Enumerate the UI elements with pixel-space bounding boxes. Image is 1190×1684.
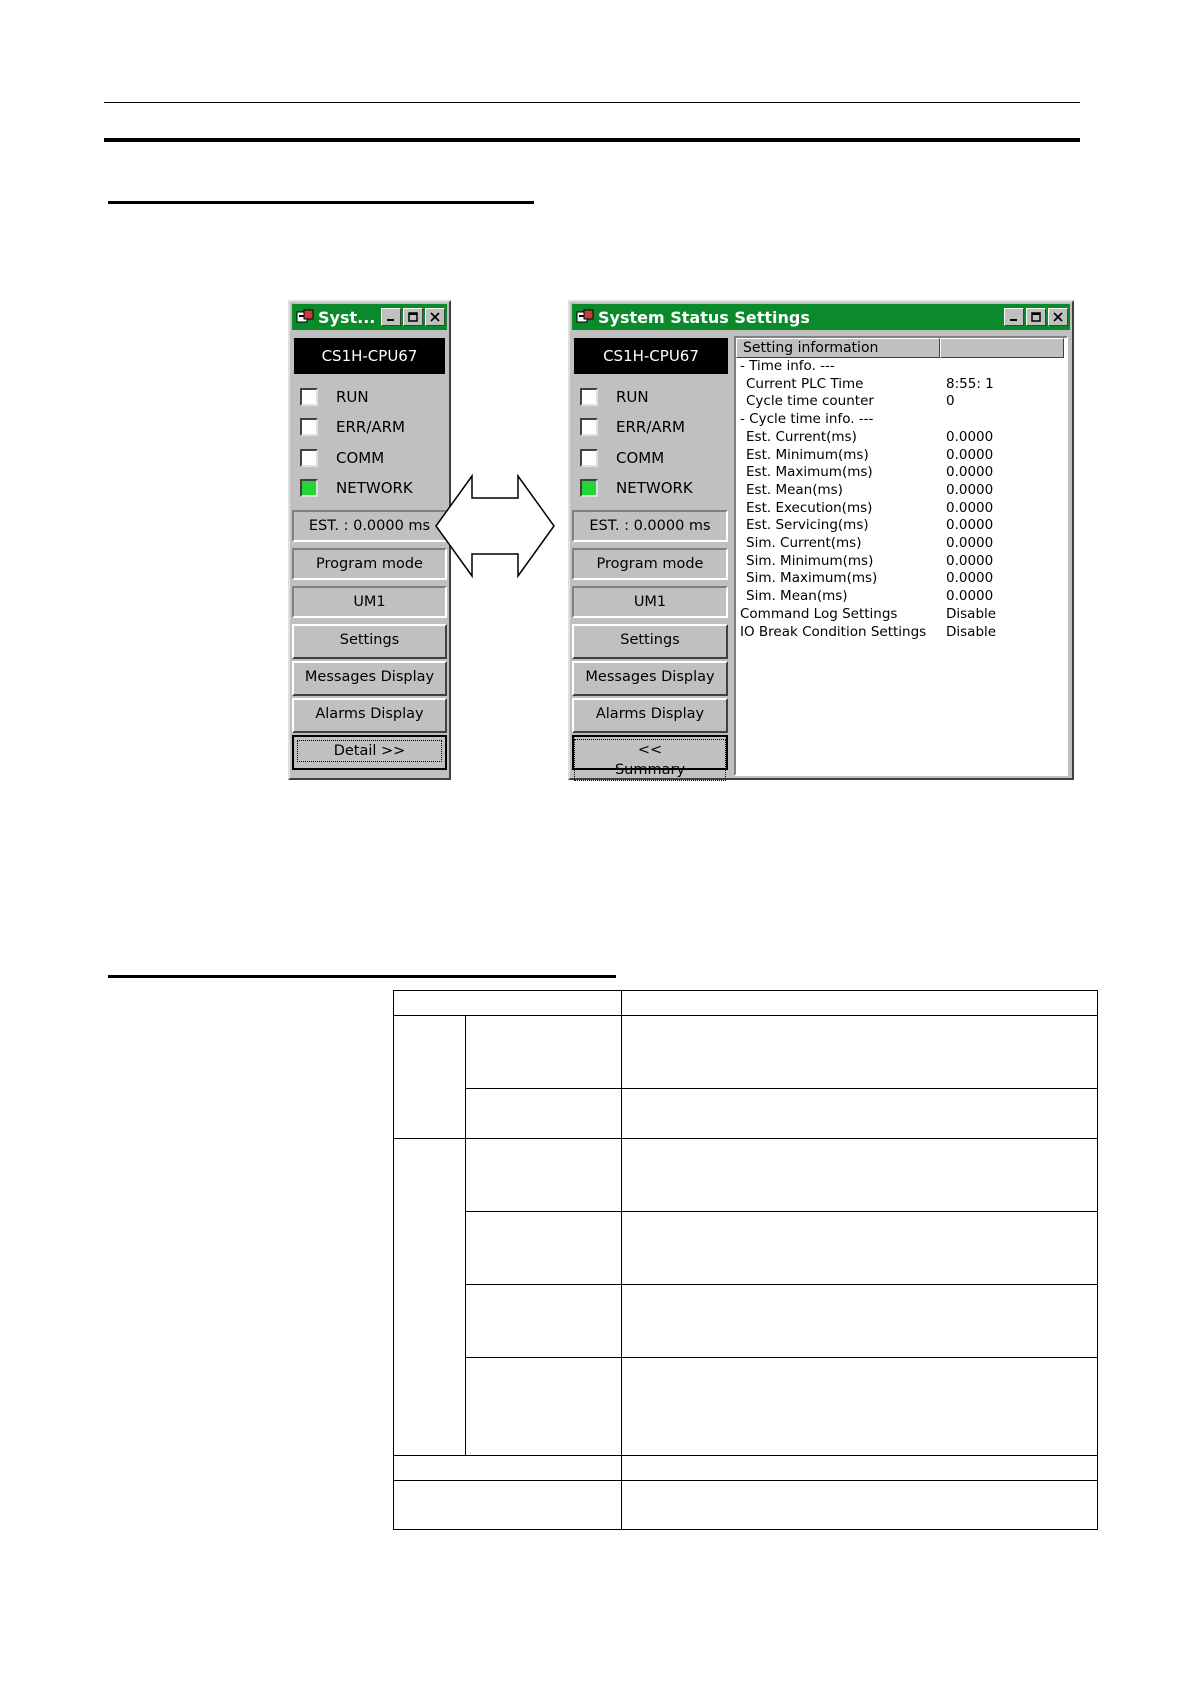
- list-item-value: Disable: [946, 605, 997, 622]
- header-rule-thin: [104, 102, 1080, 103]
- list-item[interactable]: [746, 428, 994, 445]
- setting-information-list[interactable]: [734, 336, 1068, 776]
- list-item-label: Est. Execution(ms): [746, 499, 873, 516]
- led-label: NETWORK: [336, 479, 413, 497]
- table-subrow-line: [465, 1357, 1098, 1358]
- network-indicator-icon: [580, 479, 598, 497]
- maximize-icon[interactable]: [1026, 308, 1046, 326]
- list-item-label: Est. Maximum(ms): [746, 464, 873, 481]
- system-status-window-summary: [288, 300, 451, 780]
- err-arm-indicator-icon: [580, 418, 598, 436]
- led-label: ERR/ARM: [616, 418, 686, 436]
- led-comm: [300, 445, 384, 471]
- table-row-line: [393, 1455, 1098, 1456]
- list-item[interactable]: [746, 535, 994, 551]
- table-row-line: [393, 1138, 1098, 1139]
- led-err-arm: [300, 414, 405, 440]
- list-item-value: 0.0000: [946, 481, 994, 498]
- list-item-label: Sim. Maximum(ms): [746, 570, 878, 587]
- led-label: NETWORK: [616, 479, 693, 497]
- double-arrow-icon: [434, 470, 556, 582]
- list-item-value: 0.0000: [946, 517, 994, 534]
- messages-display-button[interactable]: Messages Display: [572, 661, 728, 696]
- list-item[interactable]: [740, 623, 997, 640]
- list-item[interactable]: [746, 588, 994, 605]
- cpu-model-display: CS1H-CPU67: [574, 338, 728, 374]
- table-row-line: [393, 1015, 1098, 1016]
- list-item[interactable]: [746, 499, 994, 516]
- column-header-value[interactable]: [940, 338, 1064, 358]
- led-err-arm: [580, 414, 685, 440]
- list-item-label: Cycle time counter: [746, 393, 874, 410]
- list-item-value: 0.0000: [946, 446, 994, 463]
- list-item-value: 0.0000: [946, 499, 994, 516]
- list-item[interactable]: [740, 358, 835, 374]
- list-item[interactable]: [746, 464, 994, 481]
- list-item-value: 0.0000: [946, 428, 994, 445]
- led-label: RUN: [616, 388, 649, 406]
- list-item[interactable]: [746, 570, 994, 587]
- alarms-display-button[interactable]: Alarms Display: [572, 698, 728, 733]
- run-indicator-icon: [580, 388, 598, 406]
- window-title: System Status Settings: [598, 307, 810, 327]
- list-item-label: - Cycle time info. ---: [740, 411, 874, 428]
- table-border-top: [393, 990, 1098, 991]
- led-comm: [580, 445, 664, 471]
- table-subrow-line: [465, 1211, 1098, 1212]
- comm-indicator-icon: [580, 449, 598, 467]
- list-item-label: Sim. Minimum(ms): [746, 552, 874, 569]
- list-item[interactable]: [746, 481, 994, 498]
- title-bar[interactable]: [572, 304, 1070, 330]
- list-item-label: Est. Servicing(ms): [746, 517, 869, 534]
- cpu-model-display: CS1H-CPU67: [294, 338, 445, 374]
- detail-button[interactable]: [292, 735, 447, 770]
- list-item-value: 0.0000: [946, 588, 994, 605]
- led-network: [580, 475, 693, 501]
- detail-button-label: Detail >>: [297, 740, 443, 762]
- list-item[interactable]: [740, 605, 997, 622]
- list-item-value: 8:55: 1: [946, 375, 994, 392]
- table-border-right: [1097, 990, 1098, 1530]
- list-item[interactable]: [746, 517, 994, 534]
- operating-mode: Program mode: [572, 548, 728, 580]
- system-status-window-detail: [568, 300, 1074, 780]
- list-item-label: Sim. Mean(ms): [746, 588, 848, 605]
- table-row-line: [393, 1480, 1098, 1481]
- list-item-value: 0.0000: [946, 570, 994, 587]
- alarms-display-button[interactable]: Alarms Display: [292, 698, 447, 733]
- section-underline-1: [108, 201, 534, 204]
- plc-app-icon: [576, 309, 594, 325]
- list-item[interactable]: [746, 393, 955, 410]
- list-item[interactable]: [746, 446, 994, 463]
- memory-area: UM1: [572, 586, 728, 618]
- table-col-divider: [621, 990, 622, 1530]
- title-bar[interactable]: [292, 304, 447, 330]
- minimize-icon[interactable]: [1004, 308, 1024, 326]
- list-item[interactable]: [746, 375, 994, 392]
- summary-button[interactable]: [572, 735, 728, 778]
- err-arm-indicator-icon: [300, 418, 318, 436]
- section-underline-2: [108, 975, 616, 978]
- memory-area: UM1: [292, 586, 447, 618]
- led-run: [300, 384, 369, 410]
- list-item-value: 0: [946, 393, 955, 410]
- table-border-left: [393, 990, 394, 1530]
- settings-button[interactable]: Settings: [292, 624, 447, 659]
- close-icon[interactable]: [425, 308, 445, 326]
- list-item[interactable]: [740, 411, 873, 427]
- list-item[interactable]: [746, 552, 994, 569]
- list-item-label: Est. Current(ms): [746, 428, 857, 445]
- led-run: [580, 384, 649, 410]
- column-header-setting-information[interactable]: Setting information: [736, 338, 940, 358]
- led-label: COMM: [616, 449, 665, 467]
- maximize-icon[interactable]: [403, 308, 423, 326]
- plc-app-icon: [296, 309, 314, 325]
- table-subrow-line: [465, 1088, 1098, 1089]
- list-header: [736, 338, 1066, 358]
- led-label: RUN: [336, 388, 369, 406]
- list-item-value: 0.0000: [946, 535, 994, 551]
- messages-display-button[interactable]: Messages Display: [292, 661, 447, 696]
- list-item-label: Est. Minimum(ms): [746, 446, 869, 463]
- run-indicator-icon: [300, 388, 318, 406]
- list-item-label: - Time info. ---: [740, 358, 835, 374]
- led-network: [300, 475, 413, 501]
- led-label: COMM: [336, 449, 385, 467]
- summary-button-label: << Summary: [574, 739, 726, 781]
- minimize-icon[interactable]: [381, 308, 401, 326]
- est-cycle-time: EST. : 0.0000 ms: [292, 510, 447, 542]
- comm-indicator-icon: [300, 449, 318, 467]
- header-rule-thick: [104, 138, 1080, 142]
- led-label: ERR/ARM: [336, 418, 406, 436]
- list-item-value: Disable: [946, 623, 997, 640]
- table-border-bottom: [393, 1529, 1098, 1530]
- list-item-label: Sim. Current(ms): [746, 535, 862, 551]
- close-icon[interactable]: [1048, 308, 1068, 326]
- table-subcol-divider: [465, 1015, 466, 1455]
- network-indicator-icon: [300, 479, 318, 497]
- list-item-label: IO Break Condition Settings: [740, 623, 927, 640]
- list-item-value: 0.0000: [946, 464, 994, 481]
- list-item-label: Current PLC Time: [746, 375, 864, 392]
- table-subrow-line: [465, 1284, 1098, 1285]
- list-item-label: Command Log Settings: [740, 605, 898, 622]
- settings-button[interactable]: Settings: [572, 624, 728, 659]
- est-cycle-time: EST. : 0.0000 ms: [572, 510, 728, 542]
- list-item-label: Est. Mean(ms): [746, 481, 843, 498]
- list-item-value: 0.0000: [946, 552, 994, 569]
- operating-mode: Program mode: [292, 548, 447, 580]
- window-title: Syst...: [318, 307, 376, 327]
